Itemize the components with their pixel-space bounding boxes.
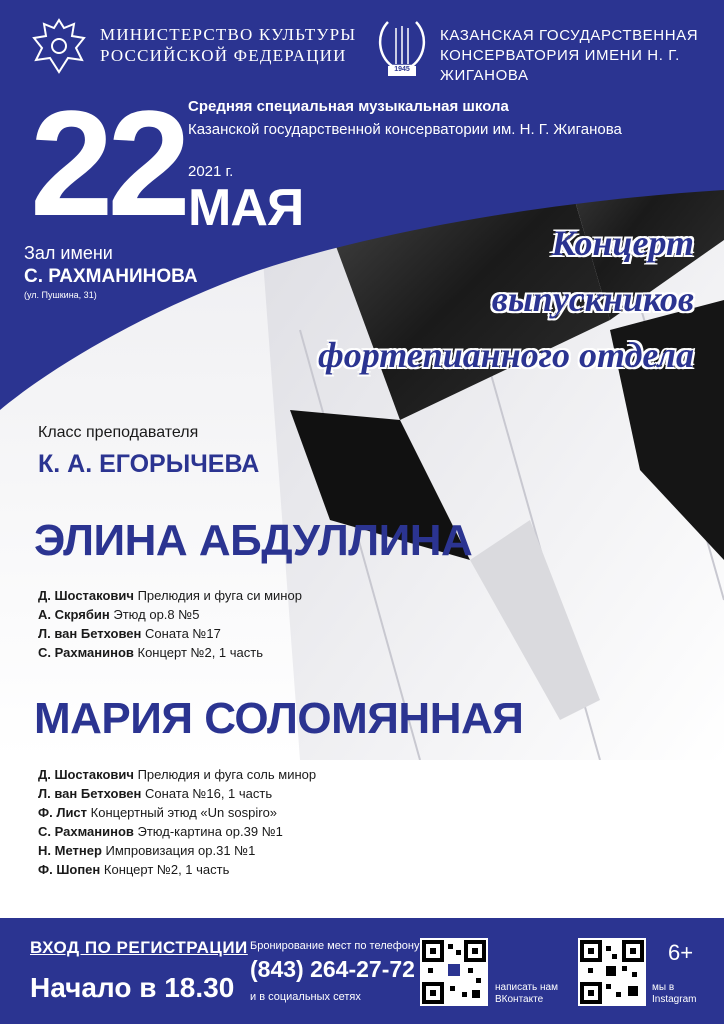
program-item [38,605,302,624]
program-list-2 [38,765,316,879]
conservatory-line-2: КОНСЕРВАТОРИЯ ИМЕНИ Н. Г. ЖИГАНОВА [440,47,680,84]
vk-label-line-2: ВКонтакте [495,994,544,1005]
venue-line-2: С. РАХМАНИНОВА [24,266,198,287]
work: Этюд ор.8 №5 [113,607,200,622]
social-label: и в социальных сетях [250,991,361,1003]
program-item [38,860,316,879]
composer: Д. Шостакович [38,767,134,782]
composer: Л. ван Бетховен [38,786,142,801]
concert-day: 22 [30,79,185,247]
program-list-1 [38,586,302,662]
work: Соната №17 [145,626,221,641]
work: Концертный этюд «Un sospiro» [90,805,278,820]
concert-month: МАЯ [188,179,304,237]
work: Этюд-картина ор.39 №1 [137,824,283,839]
composer: Н. Метнер [38,843,102,858]
teacher-label: Класс преподавателя [38,424,199,441]
program-item [38,841,316,860]
school-line-2: Казанской государственной консерватории им. Н. Г. Жиганова [188,121,622,138]
performer-name-1: ЭЛИНА АБДУЛЛИНА [34,516,473,565]
program-item [38,624,302,643]
program-item [38,643,302,662]
ministry-title [100,24,356,66]
coat-of-arms-icon [26,14,92,80]
program-item [38,586,302,605]
work: Концерт №2, 1 часть [137,645,263,660]
ministry-line-1: МИНИСТЕРСТВО КУЛЬТУРЫ [100,25,357,44]
composer: С. Рахманинов [38,645,134,660]
composer: Д. Шостакович [38,588,134,603]
program-item [38,765,316,784]
age-rating: 6+ [668,940,694,965]
concert-title-line-2: выпускников [491,279,694,319]
concert-title-line-1: Концерт [551,223,694,263]
program-item [38,822,316,841]
work: Прелюдия и фуга си минор [137,588,302,603]
booking-label: Бронирование мест по телефону [250,940,420,952]
composer: Л. ван Бетховен [38,626,142,641]
ministry-line-2: РОССИЙСКОЙ ФЕДЕРАЦИИ [100,46,347,65]
composer: Ф. Шопен [38,862,101,877]
program-item [38,803,316,822]
composer: С. Рахманинов [38,824,134,839]
registration-notice: ВХОД ПО РЕГИСТРАЦИИ [30,938,248,957]
instagram-label-line-1: мы в [652,982,675,993]
teacher-name: К. А. ЕГОРЫЧЕВА [38,450,260,478]
work: Концерт №2, 1 часть [103,862,230,877]
concert-title-line-3: фортепианного отдела [317,335,694,375]
vk-qr-code-icon[interactable] [420,938,488,1006]
vk-label-line-1: написать нам [495,982,558,993]
performer-name-2: МАРИЯ СОЛОМЯННАЯ [34,694,524,743]
work: Импровизация ор.31 №1 [105,843,256,858]
work: Соната №16, 1 часть [145,786,273,801]
school-line-1: Средняя специальная музыкальная школа [188,98,509,115]
composer: А. Скрябин [38,607,110,622]
emblem-year: 1945 [394,66,410,73]
instagram-qr-code-icon[interactable] [578,938,646,1006]
venue-line-1: Зал имени [24,243,113,263]
booking-phone[interactable]: (843) 264-27-72 [250,956,415,982]
program-item [38,784,316,803]
conservatory-title [440,26,724,86]
concert-year: 2021 г. [188,163,234,180]
instagram-label-line-2: Instagram [652,994,697,1005]
venue-address: (ул. Пушкина, 31) [24,290,97,300]
work: Прелюдия и фуга соль минор [137,767,317,782]
composer: Ф. Лист [38,805,88,820]
start-time: Начало в 18.30 [30,972,235,1003]
conservatory-line-1: КАЗАНСКАЯ ГОСУДАРСТВЕННАЯ [440,27,699,44]
instagram-label [652,982,696,1006]
vk-label [495,982,558,1006]
